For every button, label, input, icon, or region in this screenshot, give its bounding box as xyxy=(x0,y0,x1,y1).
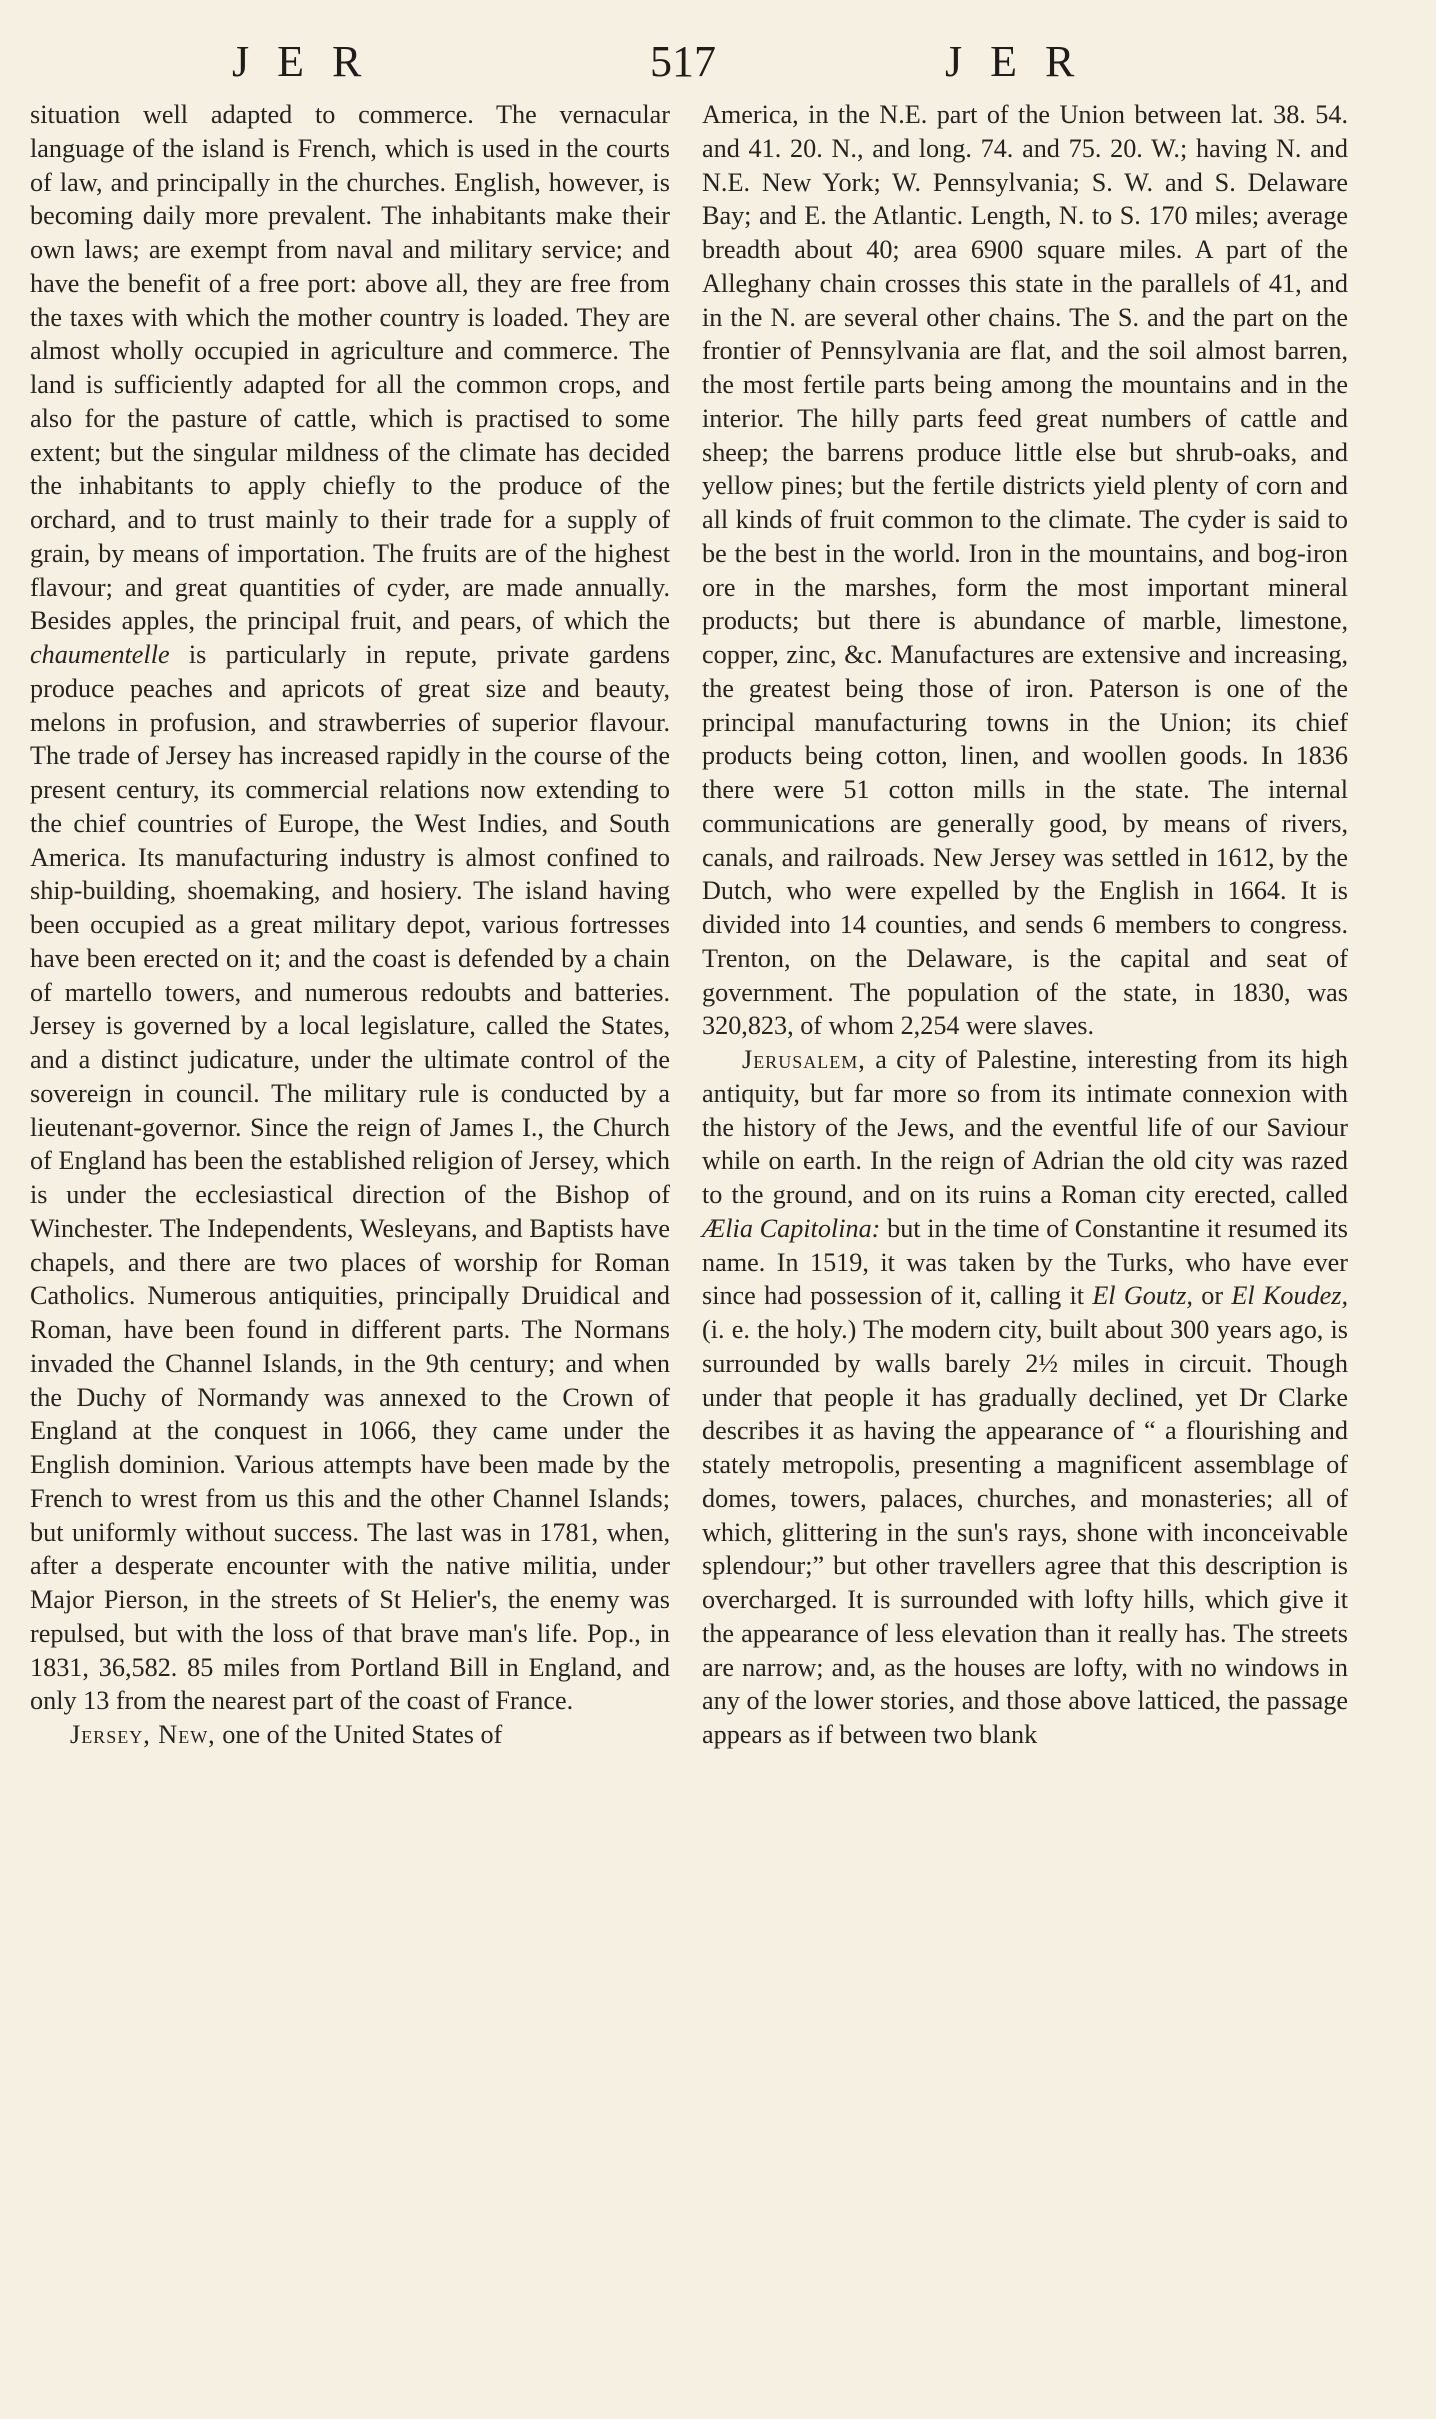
el-koudez-italic: El Koudez, xyxy=(1231,1281,1349,1311)
jerusalem-entry xyxy=(702,1043,1348,1752)
jersey-new-headword: Jersey, New, xyxy=(70,1720,216,1749)
right-column xyxy=(702,98,1348,1752)
jersey-text-part1: situation well adapted to commerce. The vernacular language of the island is French, which is used in the courts of law, and principally in the churches. English, however, is becoming daily more prevalent. The inhabitants make their own laws; are exempt from naval and military service; and have the benefit of a free port: above all, they are free from the taxes with which the mother country is loaded. They are almost wholly occupied in agriculture and commerce. The land is sufficiently adapted for all the common crops, and also for the pasture of cattle, which is practised to some extent; but the singular mildness of the climate has decided the inhabitants to apply chiefly to the produce of the orchard, and to trust mainly to their trade for a supply of grain, by means of importation. The fruits are of the highest flavour; and great quantities of cyder, are made annually. Besides apples, the principal fruit, and pears, of which the xyxy=(30,100,670,636)
jersey-continuation-paragraph xyxy=(30,98,670,1718)
jersey-text-part2: is particularly in repute, private gardens produce peaches and apricots of great size and beauty, melons in profusion, and strawberries of superior flavour. The trade of Jersey has increased rapidly in the course of the present century, its commercial relations now extending to the chief countries of Europe, the West Indies, and South America. Its manufacturing industry is almost confined to ship-building, shoemaking, and hosiery. The island having been occupied as a great military depot, various fortresses have been erected on it; and the coast is defended by a chain of martello towers, and numerous redoubts and batteries. Jersey is governed by a local legislature, called the States, and a distinct judicature, under the ultimate control of the sovereign in council. The military rule is conducted by a lieutenant-governor. Since the reign of James I., the Church of England has been the established religion of Jersey, which is under the ecclesiastical direction of the Bishop of Winchester. The Independents, Wesleyans, and Baptists have chapels, and there are two places of worship for Roman Catholics. Numerous antiquities, principally Druidical and Roman, have been found in different parts. The Normans invaded the Channel Islands, in the 9th century; and when the Duchy of Normandy was annexed to the Crown of England at the conquest in 1066, they came under the English dominion. Various attempts have been made by the French to wrest from us this and the other Channel Islands; but uniformly without success. The last was in 1781, when, after a desperate encounter with the native militia, under Major Pierson, in the streets of St Helier's, the enemy was repulsed, but with the loss of that brave man's life. Pop., in 1831, 36,582. 85 miles from Portland Bill in England, and only 13 from the nearest part of the coast of France. xyxy=(30,640,671,1716)
running-head xyxy=(0,36,1436,96)
aelia-capitolina-italic: Ælia Capitolina: xyxy=(702,1213,881,1243)
jerusalem-or: or xyxy=(1201,1281,1224,1311)
jerusalem-text-b: but in the time of Constantine it resumed its name. In 1519, it was taken by the Turks, who have ever since had possession of it, calling it xyxy=(702,1213,1348,1311)
jerusalem-text-c: (i. e. the holy.) The modern city, built about 300 years ago, is surrounded by walls barely 2½ miles in circuit. Though under that people it has gradually declined, yet Dr Clarke describes it as having the appearance of “ a flourishing and stately metropolis, presenting a magnificent assemblage of domes, towers, palaces, churches, and monasteries; all of which, glittering in the sun's rays, shone with inconceivable splendour;” but other travellers agree that this description is overcharged. It is surrounded with lofty hills, which give it the appearance of less elevation than it really has. The streets are narrow; and, as the houses are lofty, with no windows in any of the lower stories, and those above latticed, the passage appears as if between two blank xyxy=(702,1315,1348,1749)
el-goutz-italic: El Goutz, xyxy=(1092,1281,1193,1311)
running-head-left: JER xyxy=(232,37,390,86)
chaumentelle-italic: chaumentelle xyxy=(30,640,170,669)
jersey-new-entry xyxy=(30,1718,670,1752)
jerusalem-headword: Jerusalem, xyxy=(742,1045,866,1074)
jerusalem-text-a: a city of Palestine, interesting from its high antiquity, but far more so from its intimate connexion with the history of the Jews, and the eventful life of our Saviour while on earth. In the reign of Adrian the old city was razed to the ground, and on its ruins a Roman city erected, called xyxy=(702,1045,1349,1209)
left-column xyxy=(30,98,670,1752)
running-head-right: JER xyxy=(945,37,1103,86)
jersey-new-start-text: one of the United States of xyxy=(222,1720,503,1749)
page-number: 517 xyxy=(650,37,716,86)
jersey-new-continuation-paragraph: America, in the N.E. part of the Union between lat. 38. 54. and 41. 20. N., and long. 74. and 75. 20. W.; having N. and N.E. New York; W. Pennsylvania; S. W. and S. Delaware Bay; and E. the Atlantic. Length, N. to S. 170 miles; average breadth about 40; area 6900 square miles. A part of the Alleghany chain crosses this state in the parallels of 41, and in the N. are several other chains. The S. and the part on the frontier of Pennsylvania are flat, and the soil almost barren, the most fertile parts being among the mountains and in the interior. The hilly parts feed great numbers of cattle and sheep; the barrens produce little else but shrub-oaks, and yellow pines; but the fertile districts yield plenty of corn and all kinds of fruit common to the climate. The cyder is said to be the best in the world. Iron in the mountains, and bog-iron ore in the marshes, form the most important mineral products; but there is abundance of marble, limestone, copper, zinc, &c. Manufactures are extensive and increasing, the greatest being those of iron. Paterson is one of the principal manufacturing towns in the Union; its chief products being cotton, linen, and woollen goods. In 1836 there were 51 cotton mills in the state. The internal communications are generally good, by means of rivers, canals, and railroads. New Jersey was settled in 1612, by the Dutch, who were expelled by the English in 1664. It is divided into 14 counties, and sends 6 members to congress. Trenton, on the Delaware, is the capital and seat of government. The population of the state, in 1830, was 320,823, of whom 2,254 were slaves. xyxy=(702,100,1348,1041)
